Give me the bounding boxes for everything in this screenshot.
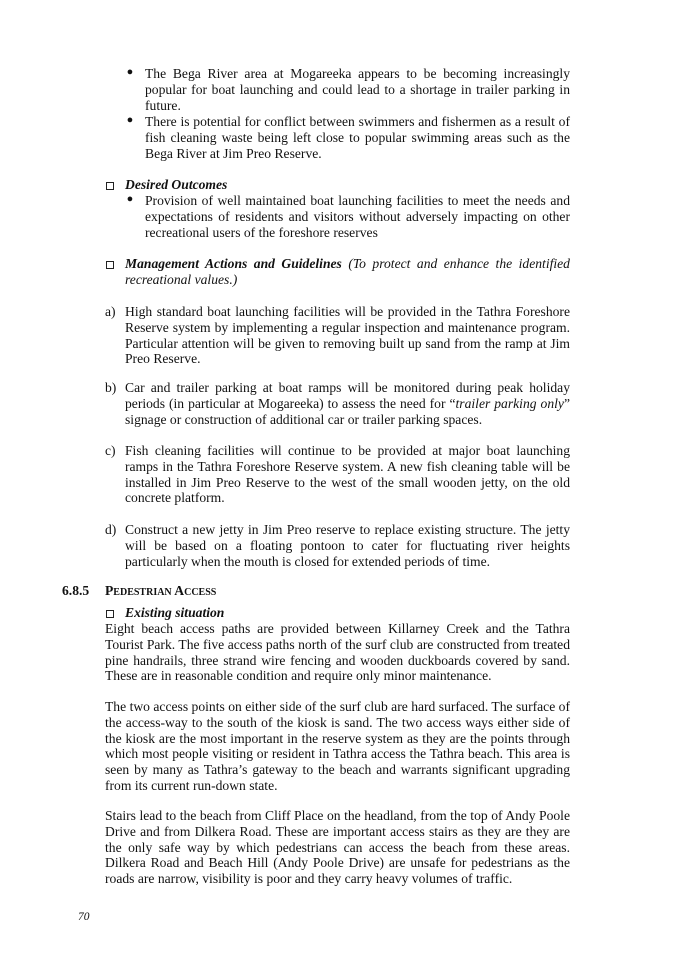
list-item-text: ” signage or construction of additional car or trailer parking spaces. — [125, 395, 570, 427]
management-heading-tail: (To protect and enhance the identified recreational values.) — [125, 256, 570, 287]
checkbox-square-icon — [106, 261, 114, 269]
bullet-dot-icon: ● — [126, 66, 134, 78]
list-item — [125, 380, 570, 427]
management-heading — [125, 256, 570, 288]
list-item: High standard boat launching facilities will be provided in the Tathra Foreshore Reserve system by implementing a regular inspection and maintenance program. Particular attention will be given to removing built up sand from the ramp at Jim Preo Reserve. — [125, 304, 570, 367]
list-item-text: Car and trailer parking at boat ramps will be monitored during peak holiday periods (in particular at Mogareeka) to assess the need for “ — [125, 380, 570, 411]
page-number: 70 — [78, 911, 90, 923]
list-label: d) — [105, 522, 117, 537]
bullet-dot-icon: ● — [126, 114, 134, 126]
bullet-text: Provision of well maintained boat launching facilities to meet the needs and expectations of residents and visitors without adversely impacting on other recreational users of the foreshore reserves — [145, 193, 570, 240]
section-number: 6.8.5 — [62, 583, 90, 598]
checkbox-square-icon — [106, 610, 114, 618]
list-label: c) — [105, 443, 116, 458]
list-item: Construct a new jetty in Jim Preo reserve to replace existing structure. The jetty will be based on a floating pontoon to cater for fluctuating river heights particularly when the mouth is closed for extended periods of time. — [125, 522, 570, 569]
bullet-text: The Bega River area at Mogareeka appears to be becoming increasingly popular for boat launching and could lead to a shortage in trailer parking in future. — [145, 66, 570, 113]
bullet-text: There is potential for conflict between swimmers and fishermen as a result of fish cleaning waste being left close to popular swimming areas such as the Bega River at Jim Preo Reserve. — [145, 114, 570, 161]
paragraph: Eight beach access paths are provided between Killarney Creek and the Tathra Tourist Park. The five access paths north of the surf club are constructed from treated pine handrails, three strand wire fencing and wooden duckboards covered by sand. These are in reasonable condition and require only minor maintenance. — [105, 621, 570, 684]
management-heading-title: Management Actions and Guidelines — [125, 256, 342, 271]
list-item: Fish cleaning facilities will continue to be provided at major boat launching ramps in the Tathra Foreshore Reserve system. A new fish cleaning table will be installed in Jim Preo Reserve to the west of the small wooden jetty, on the old concrete platform. — [125, 443, 570, 506]
existing-situation-heading: Existing situation — [125, 605, 225, 620]
paragraph: The two access points on either side of the surf club are hard surfaced. The surface of the access-way to the south of the kiosk is sand. The two access ways either side of the kiosk are the most important in the reserve system as they are the points through which most people visiting or resident in Tathra access the Tathra beach. This area is seen by many as Tathra’s gateway to the beach and warrants significant upgrading from its current run-down state. — [105, 699, 570, 793]
checkbox-square-icon — [106, 182, 114, 190]
list-label: b) — [105, 380, 117, 395]
paragraph: Stairs lead to the beach from Cliff Place on the headland, from the top of Andy Poole Drive and from Dilkera Road. These are important access stairs as they are they are the only safe way by which pedestrians can access the beach from these areas. Dilkera Road and Beach Hill (Andy Poole Drive) are unsafe for pedestrians as the roads are narrow, visibility is poor and they carry heavy volumes of traffic. — [105, 808, 570, 887]
list-item-emphasis: trailer parking only — [455, 395, 564, 411]
desired-outcomes-heading: Desired Outcomes — [125, 177, 228, 192]
section-title: Pedestrian Access — [105, 583, 217, 598]
list-label: a) — [105, 304, 116, 319]
bullet-dot-icon: ● — [126, 193, 134, 205]
